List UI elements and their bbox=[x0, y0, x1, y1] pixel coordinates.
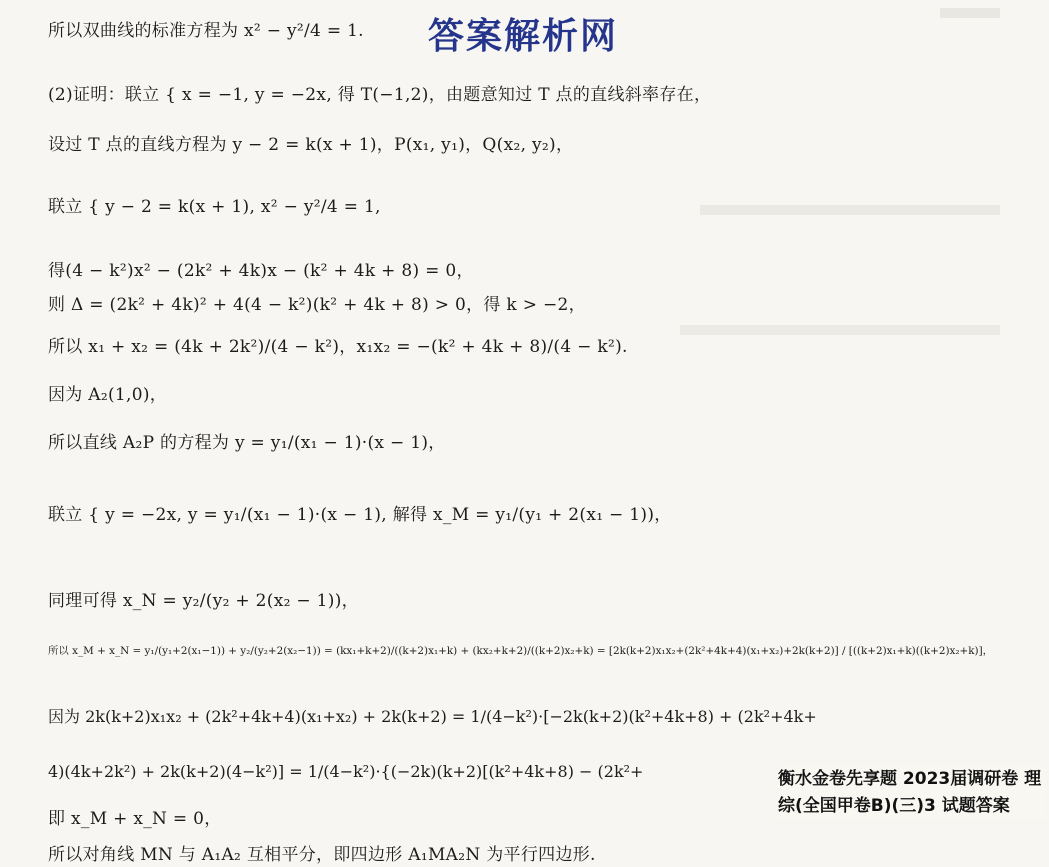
bleed-through-mark bbox=[940, 8, 1000, 18]
watermark: 答案解析网 bbox=[428, 16, 619, 57]
text-line: 所以 x₁ + x₂ = (4k + 2k²)/(4 − k²)，x₁x₂ = −(k² + 4k + 8)/(4 − k²). bbox=[48, 337, 628, 357]
text-line: 4)(4k+2k²) + 2k(k+2)(4−k²)] = 1/(4−k²)·{(−2k)(k+2)[(k²+4k+8) − (2k²+ bbox=[48, 762, 644, 781]
text-line: 即 x_M + x_N = 0， bbox=[48, 809, 222, 829]
text-line: 因为 2k(k+2)x₁x₂ + (2k²+4k+4)(x₁+x₂) + 2k(k+2) = 1/(4−k²)·[−2k(k+2)(k²+4k+8) + (2k²+4k+ bbox=[48, 707, 817, 726]
bleed-through-mark bbox=[680, 325, 1000, 335]
text-line: 得(4 − k²)x² − (2k² + 4k)x − (k² + 4k + 8) = 0， bbox=[48, 261, 474, 281]
text-line: (2)证明：联立 { x = −1, y = −2x, 得 T(−1,2)，由题意知过 T 点的直线斜率存在， bbox=[48, 85, 712, 105]
text-line: 所以双曲线的标准方程为 x² − y²/4 = 1. bbox=[48, 21, 364, 41]
text-line: 所以 x_M + x_N = y₁/(y₁+2(x₁−1)) + y₂/(y₂+2(x₂−1)) = (kx₁+k+2)/((k+2)x₁+k) + (kx₂+k+2)/((k+2)x₂+k) = [2k(k+2)x₁x₂+(2k²+4k+4)(x₁+x₂)+2k(k+2)] / [((k+2)x₁+k)((k+2)x₂+k)]， bbox=[48, 645, 994, 657]
text-line: 设过 T 点的直线方程为 y − 2 = k(x + 1)，P(x₁, y₁)，Q(x₂, y₂)， bbox=[48, 135, 574, 155]
bleed-through-mark bbox=[700, 205, 1000, 215]
text-line: 联立 { y − 2 = k(x + 1), x² − y²/4 = 1, bbox=[48, 197, 381, 217]
text-line: 所以直线 A₂P 的方程为 y = y₁/(x₁ − 1)·(x − 1)， bbox=[48, 433, 446, 453]
text-line: 则 Δ = (2k² + 4k)² + 4(4 − k²)(k² + 4k + 8) > 0，得 k > −2， bbox=[48, 295, 586, 315]
footer-caption: 衡水金卷先享题 2023届调研卷 理综(全国甲卷B)(三)3 试题答案 bbox=[778, 766, 1046, 820]
text-line: 因为 A₂(1,0)， bbox=[48, 385, 168, 405]
text-line: 联立 { y = −2x, y = y₁/(x₁ − 1)·(x − 1), 解得 x_M = y₁/(y₁ + 2(x₁ − 1))， bbox=[48, 505, 672, 525]
text-line: 所以对角线 MN 与 A₁A₂ 互相平分，即四边形 A₁MA₂N 为平行四边形. bbox=[48, 845, 596, 865]
text-line: 同理可得 x_N = y₂/(y₂ + 2(x₂ − 1))， bbox=[48, 591, 359, 611]
